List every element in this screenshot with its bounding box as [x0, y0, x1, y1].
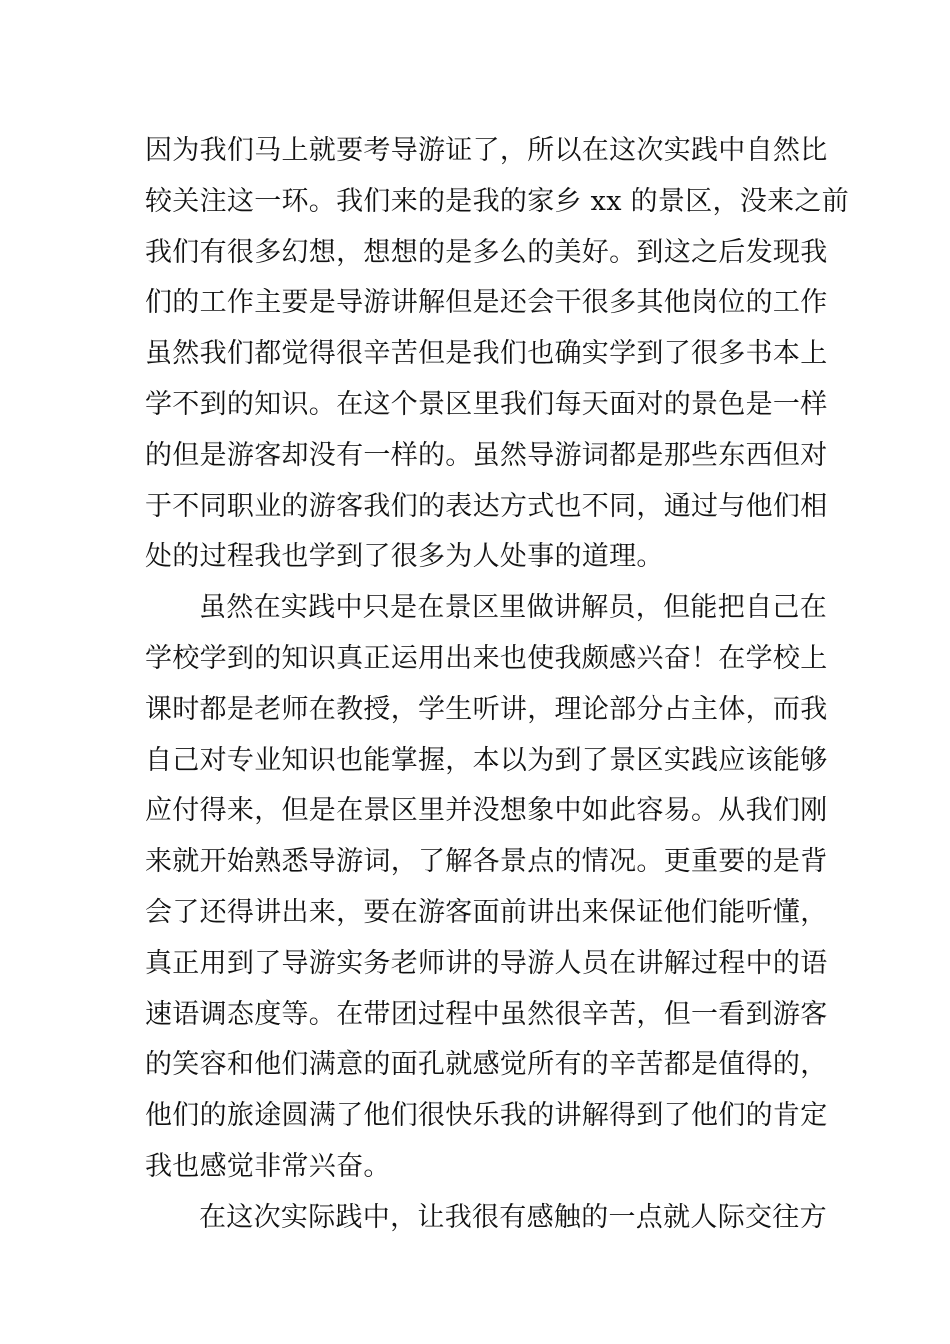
text-line: 在这次实际践中，让我很有感触的一点就人际交往方	[199, 1201, 827, 1233]
text-line: 虽然我们都觉得很辛苦但是我们也确实学到了很多书本上	[145, 338, 828, 370]
text-line: 于不同职业的游客我们的表达方式也不同，通过与他们相	[145, 490, 828, 522]
text-line: 会了还得讲出来，要在游客面前讲出来保证他们能听懂，	[145, 896, 828, 928]
text-line: 他们的旅途圆满了他们很快乐我的讲解得到了他们的肯定	[145, 1100, 828, 1132]
text-line: 来就开始熟悉导游词，了解各景点的情况。更重要的是背	[145, 846, 828, 878]
text-line: 虽然在实践中只是在景区里做讲解员，但能把自己在	[199, 592, 827, 624]
text-line: 因为我们马上就要考导游证了，所以在这次实践中自然比	[145, 135, 828, 166]
text-line: 较关注这一环。我们来的是我的家乡 xx 的景区，没来之前	[145, 185, 850, 217]
text-line: 我也感觉非常兴奋。	[145, 1150, 391, 1182]
text-line: 学校学到的知识真正运用出来也使我颇感兴奋！在学校上	[145, 642, 828, 674]
text-line: 的但是游客却没有一样的。虽然导游词都是那些东西但对	[145, 439, 828, 471]
text-line: 我们有很多幻想，想想的是多么的美好。到这之后发现我	[145, 236, 828, 268]
text-line: 自己对专业知识也能掌握，本以为到了景区实践应该能够	[145, 744, 828, 776]
text-line: 处的过程我也学到了很多为人处事的道理。	[145, 541, 664, 573]
text-line: 课时都是老师在教授，学生听讲，理论部分占主体，而我	[145, 693, 828, 725]
text-line: 应付得来，但是在景区里并没想象中如此容易。从我们刚	[145, 795, 828, 827]
text-line: 真正用到了导游实务老师讲的导游人员在讲解过程中的语	[145, 947, 828, 979]
text-line: 速语调态度等。在带团过程中虽然很辛苦，但一看到游客	[145, 998, 828, 1030]
text-line: 们的工作主要是导游讲解但是还会干很多其他岗位的工作	[145, 287, 828, 319]
body-text	[145, 126, 850, 1244]
text-line: 的笑容和他们满意的面孔就感觉所有的辛苦都是值得的，	[145, 1049, 828, 1081]
text-line: 学不到的知识。在这个景区里我们每天面对的景色是一样	[145, 388, 828, 420]
